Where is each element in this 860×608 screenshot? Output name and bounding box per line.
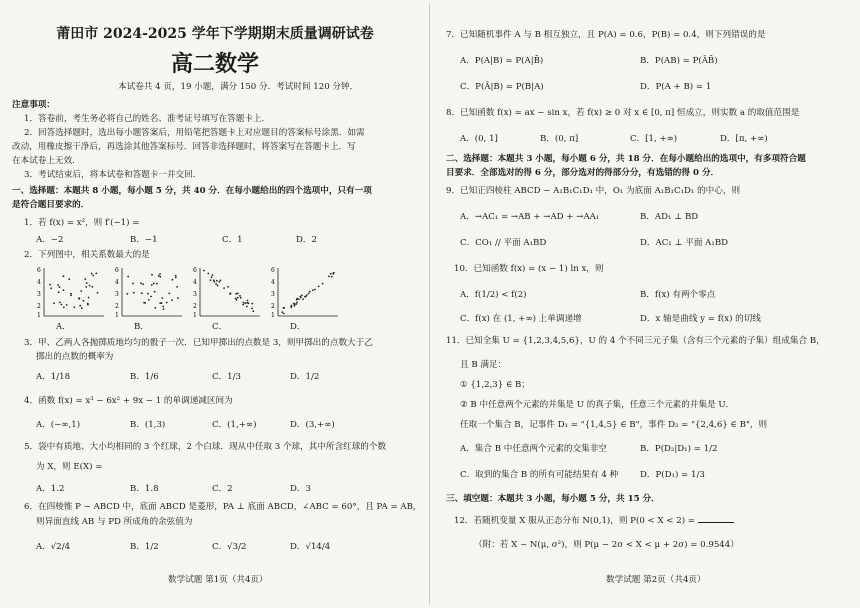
scatter-dot bbox=[61, 304, 63, 306]
scatter-dot bbox=[81, 307, 83, 309]
scatter-dot bbox=[88, 297, 90, 299]
scatter-dot bbox=[215, 283, 217, 285]
section-1-heading: 一、选择题：本题共 8 小题，每小题 5 分，共 40 分．在每小题给出的四个选项中，只有一项 bbox=[12, 186, 372, 196]
q6-option-c: C．√3/2 bbox=[212, 542, 247, 552]
q8-option-d: D．[π, +∞) bbox=[720, 134, 768, 144]
q7-option-a: A．P(A|B) = P(A|B̄) bbox=[460, 56, 544, 66]
scatter-dot bbox=[57, 284, 59, 286]
q7-option-b: B．P(AB) = P(ĀB̄) bbox=[640, 56, 718, 66]
q9-option-d: D．AC₁ ⊥ 平面 A₁BD bbox=[640, 238, 729, 248]
scatter-dot bbox=[172, 279, 174, 281]
scatter-dot bbox=[305, 296, 307, 298]
q10-option-a: A．f(1/2) < f(2) bbox=[460, 290, 527, 300]
notes-title: 注意事项： bbox=[12, 100, 55, 110]
scatter-dot bbox=[314, 289, 316, 291]
q7-option-c: C．P(Ā|B) = P(B|A) bbox=[460, 82, 544, 92]
svg-text:6: 6 bbox=[193, 267, 197, 274]
note-line: 在本试卷上无效． bbox=[12, 156, 81, 166]
svg-text:3: 3 bbox=[115, 291, 119, 298]
scatter-dot bbox=[212, 274, 214, 276]
scatter-dot bbox=[68, 278, 70, 280]
scatter-dot bbox=[151, 274, 153, 276]
question-7-stem: 7．已知随机事件 A 与 B 相互独立，且 P(A) = 0.6，P(B) = 0.4，则下列错误的是 bbox=[446, 30, 766, 40]
scatter-dot bbox=[283, 313, 285, 315]
scatter-dot bbox=[142, 283, 144, 285]
scatter-dot bbox=[159, 273, 161, 275]
question-11-condition-2: ② B 中任意两个元素的并集是 U 的真子集，任意三个元素的并集是 U． bbox=[460, 400, 735, 410]
note-line: 1．答卷前，考生务必将自己的姓名、准考证号填写在答题卡上． bbox=[24, 114, 271, 124]
svg-text:6: 6 bbox=[115, 267, 119, 274]
q2-option-a: A． bbox=[56, 322, 71, 332]
svg-text:4: 4 bbox=[271, 279, 275, 286]
scatter-dot bbox=[127, 276, 129, 278]
scatter-dot bbox=[227, 286, 229, 288]
scatter-dot bbox=[332, 273, 334, 275]
svg-text:4: 4 bbox=[37, 279, 41, 286]
scatter-dot bbox=[59, 302, 61, 304]
q9-option-b: B．AD₁ ⊥ BD bbox=[640, 212, 699, 222]
scatter-dot bbox=[74, 306, 76, 308]
question-5-stem: 5．袋中有质地、大小均相同的 3 个红球，2 个白球．现从中任取 3 个球，其中所含红球的个数 bbox=[24, 442, 387, 452]
question-10-stem: 10．已知函数 f(x) = (x − 1) ln x，则 bbox=[454, 264, 604, 274]
scatter-dot bbox=[328, 276, 330, 278]
q4-option-a: A．(−∞,1) bbox=[36, 420, 81, 430]
scatter-dot bbox=[147, 293, 149, 295]
scatter-dot bbox=[331, 276, 333, 278]
scatter-dot bbox=[217, 285, 219, 287]
question-11-stem: 11．已知全集 U = {1,2,3,4,5,6}，U 的 4 个不同三元子集（含有三个元素的子集）组成集合 B， bbox=[446, 336, 825, 346]
q1-option-d: D．2 bbox=[296, 235, 317, 245]
scatter-dot bbox=[168, 293, 170, 295]
scatter-plot-c bbox=[190, 264, 262, 324]
question-3-stem: 3．甲、乙两人各抛掷质地均匀的骰子一次．已知甲掷出的点数是 3，则甲掷出的点数大于乙 bbox=[24, 338, 373, 348]
scatter-dot bbox=[83, 300, 85, 302]
scatter-dot bbox=[244, 302, 246, 304]
scatter-dot bbox=[156, 283, 158, 285]
q3-option-b: B．1/6 bbox=[130, 372, 159, 382]
scatter-dot bbox=[283, 307, 285, 309]
q5-option-b: B．1.8 bbox=[130, 484, 159, 494]
svg-text:6: 6 bbox=[271, 267, 275, 274]
scatter-dot bbox=[141, 292, 143, 294]
scatter-dot bbox=[50, 287, 52, 289]
svg-text:1: 1 bbox=[271, 312, 275, 319]
q5-option-d: D．3 bbox=[290, 484, 311, 494]
question-11-condition-1: ① {1,2,3} ∈ B； bbox=[460, 380, 530, 390]
scatter-dot bbox=[158, 275, 160, 277]
scatter-dot bbox=[140, 282, 142, 284]
q11-option-d: D．P(D₁) = 1/3 bbox=[640, 470, 705, 480]
question-11-events: 任取一个集合 B，记事件 D₁ = "{1,4,5} ∈ B"，事件 D₂ = "{2,4,6} ∈ B"，则 bbox=[460, 420, 768, 430]
scatter-dot bbox=[223, 287, 225, 289]
q10-option-d: D．x 轴是曲线 y = f(x) 的切线 bbox=[640, 314, 761, 324]
question-12-note: （附：若 X ~ N(μ, σ²)，则 P(μ − 2σ < X < μ + 2σ) = 0.9544） bbox=[474, 540, 739, 550]
exam-title: 莆田市 2024-2025 学年下学期期末质量调研试卷 bbox=[56, 26, 374, 42]
scatter-dot bbox=[294, 303, 296, 305]
scatter-plot-d bbox=[268, 264, 340, 324]
scatter-dot bbox=[281, 311, 283, 313]
scatter-dot bbox=[251, 303, 253, 305]
scatter-dot bbox=[91, 273, 93, 275]
scatter-dot bbox=[290, 305, 292, 307]
scatter-dot bbox=[203, 270, 205, 272]
note-line: 3．考试结束后，将本试卷和答题卡一并交回． bbox=[24, 170, 202, 180]
exam-subject: 高二数学 bbox=[170, 52, 259, 77]
q3-option-c: C．1/3 bbox=[212, 372, 241, 382]
scatter-dot bbox=[79, 305, 81, 307]
scatter-dot bbox=[235, 298, 237, 300]
question-4-stem: 4．函数 f(x) = x³ − 6x² + 9x − 1 的单调递减区间为 bbox=[24, 396, 233, 406]
scatter-dot bbox=[175, 275, 177, 277]
question-1-stem: 1．若 f(x) = x²，则 f′(−1) = bbox=[24, 218, 140, 228]
svg-text:2: 2 bbox=[37, 303, 41, 310]
scatter-dot bbox=[210, 279, 212, 281]
scatter-dot bbox=[213, 279, 215, 281]
scatter-dot bbox=[308, 293, 310, 295]
q1-option-a: A．−2 bbox=[36, 235, 64, 245]
scatter-dot bbox=[154, 291, 156, 293]
question-3-stem-cont: 掷出的点数的概率为 bbox=[36, 352, 114, 362]
question-9-stem: 9．已知正四棱柱 ABCD − A₁B₁C₁D₁ 中，O₁ 为底面 A₁B₁C₁D₁ 的中心，则 bbox=[446, 186, 741, 196]
question-6-stem-cont: 则异面直线 AB 与 PD 所成角的余弦值为 bbox=[36, 517, 193, 527]
scatter-dot bbox=[322, 283, 324, 285]
scatter-dot bbox=[84, 278, 86, 280]
scatter-dot bbox=[216, 280, 218, 282]
scatter-dot bbox=[296, 302, 298, 304]
svg-text:1: 1 bbox=[115, 312, 119, 319]
question-8-stem: 8．已知函数 f(x) = ax − sin x，若 f(x) ≥ 0 对 x ∈ [0, π] 恒成立，则实数 a 的取值范围是 bbox=[446, 108, 800, 118]
scatter-dot bbox=[92, 286, 94, 288]
q4-option-c: C．(1,+∞) bbox=[212, 420, 257, 430]
scatter-dot bbox=[309, 291, 311, 293]
svg-text:2: 2 bbox=[115, 303, 119, 310]
question-6-stem: 6．在四棱锥 P − ABCD 中，底面 ABCD 是菱形，PA ⊥ 底面 ABCD，∠ABC = 60°，且 PA = AB， bbox=[24, 502, 422, 512]
question-11-stem-cont: 且 B 满足： bbox=[460, 360, 507, 370]
scatter-dot bbox=[247, 300, 249, 302]
scatter-dot bbox=[242, 302, 244, 304]
scatter-dot bbox=[240, 297, 242, 299]
scatter-dot bbox=[207, 273, 209, 275]
scatter-dot bbox=[330, 273, 332, 275]
scatter-dot bbox=[296, 298, 298, 300]
scatter-dot bbox=[299, 296, 301, 298]
scatter-dot bbox=[148, 299, 150, 301]
scatter-dot bbox=[92, 275, 94, 277]
q3-option-a: A．1/18 bbox=[36, 372, 71, 382]
scatter-dot bbox=[176, 286, 178, 288]
q10-option-c: C．f(x) 在 (1, +∞) 上单调递增 bbox=[460, 314, 582, 324]
q8-option-c: C．[1, +∞) bbox=[630, 134, 678, 144]
question-12-stem bbox=[454, 514, 734, 528]
scatter-dot bbox=[70, 295, 72, 297]
scatter-dot bbox=[235, 293, 237, 295]
q9-option-c: C．CO₁ // 平面 A₁BD bbox=[460, 238, 547, 248]
scatter-dot bbox=[89, 285, 91, 287]
scatter-dot bbox=[302, 298, 304, 300]
scatter-dot bbox=[79, 298, 81, 300]
svg-text:2: 2 bbox=[193, 303, 197, 310]
scatter-plot-b bbox=[112, 264, 184, 324]
scatter-dot bbox=[85, 286, 87, 288]
q8-option-a: A．(0, 1] bbox=[460, 134, 498, 144]
q5-option-a: A．1.2 bbox=[36, 484, 65, 494]
scatter-dot bbox=[63, 289, 65, 291]
scatter-dot bbox=[63, 275, 65, 277]
scatter-dot bbox=[298, 298, 300, 300]
svg-text:3: 3 bbox=[271, 291, 275, 298]
section-1-heading-cont: 是符合题目要求的． bbox=[12, 200, 90, 210]
scatter-dot bbox=[162, 306, 164, 308]
scatter-dot bbox=[80, 290, 82, 292]
question-5-stem-cont: 为 X，则 E(X) = bbox=[36, 462, 103, 472]
svg-text:3: 3 bbox=[193, 291, 197, 298]
scatter-dot bbox=[220, 280, 222, 282]
q2-option-b: B． bbox=[134, 322, 149, 332]
scatter-dot bbox=[133, 292, 135, 294]
scatter-dot bbox=[95, 273, 97, 275]
q3-option-d: D．1/2 bbox=[290, 372, 320, 382]
svg-text:1: 1 bbox=[37, 312, 41, 319]
svg-text:3: 3 bbox=[37, 291, 41, 298]
exam-intro: 本试卷共 4 页，19 小题，满分 150 分．考试时间 120 分钟． bbox=[118, 82, 359, 92]
section-2-heading-cont: 目要求．全部选对的得 6 分，部分选对的得部分分，有选错的得 0 分． bbox=[446, 168, 720, 178]
scatter-dot bbox=[248, 302, 250, 304]
scatter-dot bbox=[58, 291, 60, 293]
scatter-dot bbox=[150, 296, 152, 298]
note-line: 2．回答选择题时，选出每小题答案后，用铅笔把答题卡上对应题目的答案标号涂黑．如需 bbox=[24, 128, 365, 138]
scatter-dot bbox=[295, 303, 297, 305]
page-1-footer: 数学试题 第1页（共4页） bbox=[168, 575, 268, 585]
scatter-dot bbox=[229, 293, 231, 295]
scatter-dot bbox=[218, 281, 220, 283]
scatter-dot bbox=[63, 307, 65, 309]
q9-option-a: A．→AC₁ = →AB + →AD + →AA₁ bbox=[460, 212, 600, 222]
q1-option-c: C．1 bbox=[222, 235, 243, 245]
q6-option-b: B．1/2 bbox=[130, 542, 159, 552]
scatter-dot bbox=[242, 304, 244, 306]
svg-text:1: 1 bbox=[193, 312, 197, 319]
scatter-dot bbox=[252, 310, 254, 312]
scatter-dot bbox=[237, 297, 239, 299]
scatter-dot bbox=[177, 297, 179, 299]
scatter-dot bbox=[301, 295, 303, 297]
scatter-dot bbox=[239, 295, 241, 297]
q5-option-c: C．2 bbox=[212, 484, 233, 494]
q2-option-c: C． bbox=[212, 322, 228, 332]
q4-option-d: D．(3,+∞) bbox=[290, 420, 335, 430]
q4-option-b: B．(1,3) bbox=[130, 420, 166, 430]
scatter-dot bbox=[159, 276, 161, 278]
svg-text:4: 4 bbox=[115, 279, 119, 286]
q11-option-c: C．取到的集合 B 的所有可能结果有 4 种 bbox=[460, 470, 619, 480]
section-3-heading: 三、填空题：本题共 3 小题，每小题 5 分，共 15 分． bbox=[446, 494, 660, 504]
q2-option-d: D． bbox=[290, 322, 306, 332]
scatter-dot bbox=[86, 282, 88, 284]
scatter-dot bbox=[143, 302, 145, 304]
svg-text:6: 6 bbox=[37, 267, 41, 274]
q6-option-d: D．√14/4 bbox=[290, 542, 331, 552]
scatter-dot bbox=[154, 307, 156, 309]
q6-option-a: A．√2/4 bbox=[36, 542, 71, 552]
scatter-plot-a bbox=[34, 264, 106, 324]
q7-option-d: D．P(A + B) = 1 bbox=[640, 82, 712, 92]
scatter-dot bbox=[153, 283, 155, 285]
q11-option-a: A．集合 B 中任意两个元素的交集非空 bbox=[460, 444, 607, 454]
scatter-dot bbox=[163, 308, 165, 310]
scatter-dot bbox=[246, 306, 248, 308]
page-2-footer: 数学试题 第2页（共4页） bbox=[606, 575, 706, 585]
question-2-stem: 2．下列图中，相关系数最大的是 bbox=[24, 250, 150, 260]
scatter-dot bbox=[151, 284, 153, 286]
scatter-dot bbox=[132, 283, 134, 285]
scatter-dot bbox=[318, 286, 320, 288]
scatter-dot bbox=[161, 297, 163, 299]
scatter-dot bbox=[237, 293, 239, 295]
scatter-dot bbox=[66, 304, 68, 306]
scatter-dot bbox=[290, 307, 292, 309]
q1-option-b: B．−1 bbox=[130, 235, 158, 245]
q8-option-b: B．(0, π] bbox=[540, 134, 579, 144]
scatter-dot bbox=[53, 302, 55, 304]
note-line: 改动，用橡皮擦干净后，再选涂其他答案标号．回答非选择题时，将答案写在答题卡上．写 bbox=[12, 142, 356, 152]
question-12-text: 12．若随机变量 X 服从正态分布 N(0,1)，则 P(0 < X < 2) = bbox=[454, 516, 695, 526]
scatter-dot bbox=[49, 284, 51, 286]
q11-option-b: B．P(D₂|D₁) = 1/2 bbox=[640, 444, 718, 454]
scatter-dot bbox=[127, 293, 129, 295]
scatter-dot bbox=[175, 277, 177, 279]
scatter-dot bbox=[294, 305, 296, 307]
q10-option-b: B．f(x) 有两个零点 bbox=[640, 290, 716, 300]
svg-text:2: 2 bbox=[271, 303, 275, 310]
scatter-dot bbox=[166, 302, 168, 304]
scatter-dot bbox=[70, 293, 72, 295]
svg-text:4: 4 bbox=[193, 279, 197, 286]
scatter-dot bbox=[161, 302, 163, 304]
answer-blank bbox=[698, 514, 734, 523]
scatter-dot bbox=[312, 289, 314, 291]
scatter-dot bbox=[171, 299, 173, 301]
scatter-dot bbox=[87, 304, 89, 306]
scatter-dot bbox=[251, 308, 253, 310]
scatter-dot bbox=[211, 276, 213, 278]
section-2-heading: 二、选择题：本题共 3 小题，每小题 6 分，共 18 分．在每小题给出的选项中，有多项符合题 bbox=[446, 154, 806, 164]
page-2 bbox=[430, 0, 860, 608]
scatter-dot bbox=[59, 286, 61, 288]
scatter-dot bbox=[97, 292, 99, 294]
